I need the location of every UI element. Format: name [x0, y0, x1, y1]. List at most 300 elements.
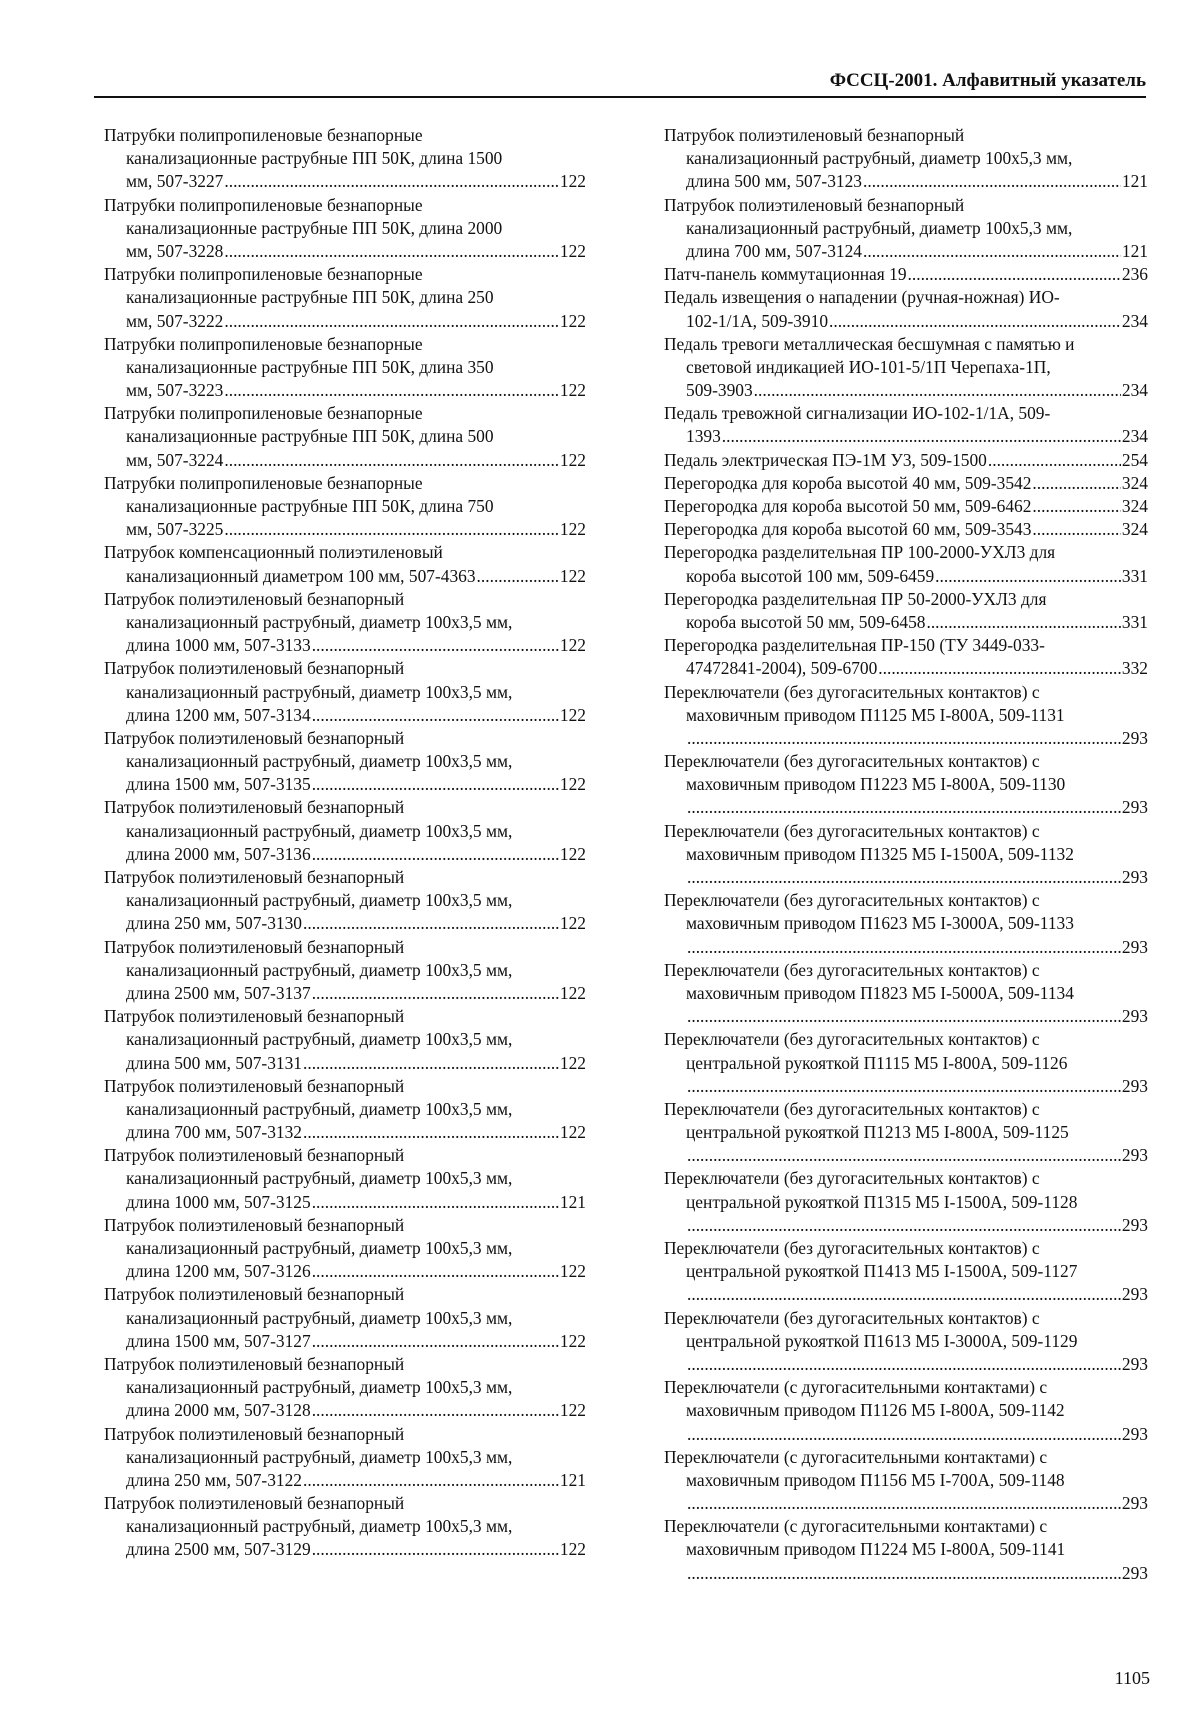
index-entry: [664, 1167, 1148, 1237]
index-entry: [104, 124, 586, 194]
index-entry: [664, 820, 1148, 890]
entry-page-number: 122: [559, 449, 586, 470]
entry-last-line: [104, 1538, 586, 1561]
dot-leader: [312, 1191, 559, 1214]
entry-line: Патрубок полиэтиленовый безнапорный: [104, 1075, 405, 1096]
dot-leader: [687, 1144, 1121, 1167]
entry-page-number: 293: [1121, 1006, 1148, 1027]
index-entry: [664, 518, 1148, 541]
entry-line: маховичным приводом П1623 М5 I-3000А, 509-1133: [686, 913, 1074, 934]
entry-page-number: 293: [1121, 1145, 1148, 1166]
entry-text: длина 2000 мм, 507-3136: [126, 843, 311, 864]
index-entry: [664, 889, 1148, 959]
entry-text: 509-3903: [686, 380, 753, 401]
running-header: [94, 64, 1146, 98]
entry-page-number: 234: [1121, 426, 1148, 447]
dot-leader: [829, 310, 1121, 333]
index-entry: [104, 402, 586, 472]
entry-line: Переключатели (без дугогасительных контактов) с: [664, 751, 1040, 772]
entry-line: Патрубок компенсационный полиэтиленовый: [104, 542, 443, 563]
entry-text: длина 1200 мм, 507-3126: [126, 1261, 311, 1282]
entry-last-line: [664, 727, 1148, 750]
index-entry: [104, 1283, 586, 1353]
entry-line: Патрубок полиэтиленовый безнапорный: [104, 1284, 405, 1305]
entry-page-number: 122: [559, 1052, 586, 1073]
index-entry: [104, 1144, 586, 1214]
dot-leader: [477, 565, 559, 588]
index-entry: [664, 750, 1148, 820]
entry-page-number: 122: [559, 704, 586, 725]
entry-line: канализационный раструбный, диаметр 100х3,5 мм,: [126, 820, 513, 841]
entry-line: центральной рукояткой П1115 М5 I-800А, 509-1126: [686, 1052, 1068, 1073]
entry-text: мм, 507-3227: [126, 171, 224, 192]
entry-page-number: 332: [1121, 658, 1148, 679]
entry-line: Переключатели (без дугогасительных контактов) с: [664, 1168, 1040, 1189]
entry-last-line: [664, 1492, 1148, 1515]
entry-text: длина 250 мм, 507-3130: [126, 913, 303, 934]
entry-line: Патрубки полипропиленовые безнапорные: [104, 333, 423, 354]
entry-page-number: 324: [1121, 472, 1148, 493]
entry-last-line: [664, 1283, 1148, 1306]
entry-text: длина 2000 мм, 507-3128: [126, 1400, 311, 1421]
index-entry: [104, 866, 586, 936]
entry-line: Патрубок полиэтиленовый безнапорный: [664, 125, 965, 145]
dot-leader: [224, 449, 559, 472]
entry-page-number: 331: [1121, 565, 1148, 586]
dot-leader: [1032, 472, 1120, 495]
entry-page-number: 122: [559, 1122, 586, 1143]
entry-page-number: 122: [559, 519, 586, 540]
entry-line: Переключатели (без дугогасительных контактов) с: [664, 820, 1040, 841]
entry-line: канализационный раструбный, диаметр 100х3,5 мм,: [126, 1029, 513, 1050]
entry-line: маховичным приводом П1325 М5 I-1500А, 509-1132: [686, 843, 1074, 864]
entry-line: канализационный раструбный, диаметр 100х3,5 мм,: [126, 751, 513, 772]
entry-line: Патрубки полипропиленовые безнапорные: [104, 264, 423, 285]
dot-leader: [863, 240, 1121, 263]
index-entry: [664, 541, 1148, 587]
entry-last-line: [104, 1052, 586, 1075]
entry-page-number: 293: [1121, 1214, 1148, 1235]
index-entry: [664, 1515, 1148, 1585]
entry-last-line: [104, 912, 586, 935]
entry-text: мм, 507-3225: [126, 519, 224, 540]
entry-last-line: [664, 1562, 1148, 1585]
entry-line: Патрубок полиэтиленовый безнапорный: [104, 658, 405, 679]
entry-line: Переключатели (без дугогасительных контактов) с: [664, 1238, 1040, 1258]
entry-line: Патрубок полиэтиленовый безнапорный: [104, 936, 405, 957]
entry-page-number: 293: [1121, 867, 1148, 887]
entry-line: Патрубок полиэтиленовый безнапорный: [104, 1006, 405, 1027]
entry-last-line: [664, 1423, 1148, 1446]
entry-page-number: 293: [1121, 727, 1148, 748]
entry-line: Перегородка разделительная ПР-150 (ТУ 3449-033-: [664, 635, 1045, 656]
index-entry: [664, 634, 1148, 680]
entry-page-number: 121: [1121, 240, 1148, 261]
index-entry: [104, 657, 586, 727]
dot-leader: [312, 634, 559, 657]
index-entry: [104, 333, 586, 403]
entry-page-number: 293: [1121, 1562, 1148, 1583]
entry-line: Перегородка разделительная ПР 100-2000-УХЛ3 для: [664, 542, 1056, 563]
entry-line: Патрубок полиэтиленовый безнапорный: [104, 1423, 405, 1444]
entry-line: Переключатели (с дугогасительными контактами) с: [664, 1377, 1048, 1398]
dot-leader: [312, 1399, 559, 1422]
entry-text: короба высотой 100 мм, 509-6459: [686, 565, 935, 586]
index-entry: [664, 263, 1148, 286]
entry-page-number: 122: [559, 171, 586, 192]
entry-last-line: [104, 240, 586, 263]
entry-page-number: 293: [1121, 1353, 1148, 1374]
entry-text: 1393: [686, 426, 721, 447]
entry-last-line: [104, 1191, 586, 1214]
dot-leader: [754, 379, 1121, 402]
dot-leader: [687, 1423, 1121, 1446]
entry-page-number: 122: [559, 635, 586, 656]
entry-last-line: [664, 1353, 1148, 1376]
entry-page-number: 122: [559, 843, 586, 864]
entry-line: Патрубок полиэтиленовый безнапорный: [104, 867, 405, 887]
entry-line: маховичным приводом П1224 М5 I-800А, 509-1141: [686, 1539, 1066, 1560]
entry-line: Переключатели (без дугогасительных контактов) с: [664, 959, 1040, 980]
dot-leader: [224, 170, 559, 193]
entry-page-number: 122: [559, 565, 586, 586]
index-entry: [104, 588, 586, 658]
entry-text: длина 1000 мм, 507-3125: [126, 1191, 311, 1212]
entry-line: Патрубки полипропиленовые безнапорные: [104, 125, 423, 145]
index-entry: [104, 541, 586, 587]
entry-line: канализационные раструбные ПП 50К, длина 500: [126, 426, 494, 447]
entry-line: Переключатели (без дугогасительных контактов) с: [664, 681, 1040, 702]
header-title: ФССЦ-2001. Алфавитный указатель: [829, 70, 1146, 91]
index-column-left: [104, 124, 586, 1562]
entry-page-number: 122: [559, 982, 586, 1003]
entry-line: канализационный раструбный, диаметр 100х5,3 мм,: [126, 1516, 513, 1537]
index-entry: [104, 936, 586, 1006]
entry-line: Переключатели (с дугогасительными контактами) с: [664, 1516, 1048, 1537]
dot-leader: [312, 1260, 559, 1283]
entry-last-line: [104, 773, 586, 796]
entry-page-number: 122: [559, 1330, 586, 1351]
dot-leader: [687, 866, 1121, 889]
entry-text: мм, 507-3223: [126, 380, 224, 401]
entry-page-number: 293: [1121, 1423, 1148, 1444]
index-column-right: [664, 124, 1148, 1585]
dot-leader: [935, 565, 1121, 588]
entry-page-number: 122: [559, 240, 586, 261]
entry-line: канализационный раструбный, диаметр 100х5,3 мм,: [126, 1168, 513, 1189]
index-entry: [664, 333, 1148, 403]
entry-last-line: [104, 310, 586, 333]
index-entry: [104, 1353, 586, 1423]
entry-line: канализационный раструбный, диаметр 100х5,3 мм,: [686, 217, 1073, 238]
entry-line: Переключатели (без дугогасительных контактов) с: [664, 1098, 1040, 1119]
entry-line: канализационные раструбные ПП 50К, длина 2000: [126, 217, 503, 238]
entry-text: мм, 507-3228: [126, 240, 224, 261]
entry-line: канализационный раструбный, диаметр 100х5,3 мм,: [126, 1307, 513, 1328]
entry-last-line: [664, 449, 1148, 472]
index-entry: [104, 727, 586, 797]
entry-last-line: [104, 1399, 586, 1422]
index-entry: [664, 472, 1148, 495]
dot-leader: [312, 1538, 559, 1561]
entry-line: Патрубок полиэтиленовый безнапорный: [104, 1493, 405, 1514]
entry-line: Патрубки полипропиленовые безнапорные: [104, 403, 423, 424]
entry-text: 47472841-2004), 509-6700: [686, 658, 878, 679]
entry-line: канализационные раструбные ПП 50К, длина 750: [126, 496, 494, 516]
entry-text: мм, 507-3224: [126, 449, 224, 470]
entry-page-number: 122: [559, 1261, 586, 1282]
dot-leader: [687, 1283, 1121, 1306]
entry-text: длина 1000 мм, 507-3133: [126, 635, 311, 656]
entry-last-line: [664, 425, 1148, 448]
entry-page-number: 293: [1121, 797, 1148, 818]
entry-line: канализационный раструбный, диаметр 100х5,3 мм,: [126, 1238, 513, 1258]
entry-page-number: 122: [559, 1539, 586, 1560]
dot-leader: [687, 1562, 1121, 1585]
entry-last-line: [104, 449, 586, 472]
dot-leader: [303, 1052, 559, 1075]
entry-line: Патрубок полиэтиленовый безнапорный: [104, 1145, 405, 1166]
dot-leader: [722, 425, 1121, 448]
entry-page-number: 122: [559, 774, 586, 795]
entry-last-line: [664, 240, 1148, 263]
entry-last-line: [104, 704, 586, 727]
entry-line: центральной рукояткой П1213 М5 I-800А, 509-1125: [686, 1122, 1069, 1143]
dot-leader: [687, 936, 1121, 959]
entry-page-number: 122: [559, 380, 586, 401]
entry-last-line: [664, 565, 1148, 588]
entry-last-line: [104, 982, 586, 1005]
dot-leader: [863, 170, 1121, 193]
entry-line: канализационные раструбные ПП 50К, длина 350: [126, 356, 494, 377]
index-entry: [664, 1307, 1148, 1377]
entry-line: Переключатели (без дугогасительных контактов) с: [664, 1307, 1040, 1328]
index-entry: [664, 1237, 1148, 1307]
index-entry: [664, 681, 1148, 751]
entry-line: маховичным приводом П1126 М5 I-800А, 509-1142: [686, 1400, 1065, 1421]
dot-leader: [312, 704, 559, 727]
index-entry: [104, 1423, 586, 1493]
page-number: 1105: [1114, 1668, 1150, 1688]
entry-last-line: [104, 565, 586, 588]
entry-line: Педаль тревожной сигнализации ИО-102-1/1А, 509-: [664, 403, 1051, 424]
entry-line: маховичным приводом П1223 М5 I-800А, 509-1130: [686, 774, 1066, 795]
entry-text: 102-1/1А, 509-3910: [686, 310, 829, 331]
dot-leader: [687, 1075, 1121, 1098]
entry-page-number: 121: [1121, 171, 1148, 192]
index-entry: [664, 194, 1148, 264]
entry-text: Перегородка для короба высотой 60 мм, 509-3543: [664, 519, 1032, 540]
entry-last-line: [664, 1075, 1148, 1098]
entry-last-line: [664, 495, 1148, 518]
index-entry: [664, 1098, 1148, 1168]
dot-leader: [988, 449, 1121, 472]
index-entry: [664, 959, 1148, 1029]
entry-text: длина 250 мм, 507-3122: [126, 1469, 303, 1490]
entry-last-line: [664, 472, 1148, 495]
index-entry: [104, 1075, 586, 1145]
index-entry: [664, 1446, 1148, 1516]
entry-last-line: [664, 1144, 1148, 1167]
entry-text: длина 500 мм, 507-3131: [126, 1052, 303, 1073]
entry-line: канализационный раструбный, диаметр 100х3,5 мм,: [126, 681, 513, 702]
dot-leader: [687, 796, 1121, 819]
dot-leader: [687, 727, 1121, 750]
entry-last-line: [664, 263, 1148, 286]
entry-page-number: 324: [1121, 519, 1148, 540]
index-entry: [664, 495, 1148, 518]
entry-line: Переключатели (без дугогасительных контактов) с: [664, 1029, 1040, 1050]
entry-line: Педаль извещения о нападении (ручная-ножная) ИО-: [664, 287, 1060, 308]
entry-text: длина 2500 мм, 507-3129: [126, 1539, 311, 1560]
entry-line: канализационный раструбный, диаметр 100х5,3 мм,: [686, 148, 1073, 169]
entry-page-number: 122: [559, 913, 586, 934]
entry-last-line: [664, 170, 1148, 193]
entry-last-line: [664, 936, 1148, 959]
entry-page-number: 121: [559, 1469, 586, 1490]
entry-text: Перегородка для короба высотой 50 мм, 509-6462: [664, 496, 1032, 516]
entry-text: длина 1500 мм, 507-3127: [126, 1330, 311, 1351]
index-entry: [664, 1028, 1148, 1098]
entry-text: длина 700 мм, 507-3132: [126, 1122, 303, 1143]
entry-line: канализационный раструбный, диаметр 100х3,5 мм,: [126, 890, 513, 911]
index-entry: [664, 402, 1148, 448]
entry-text: длина 2500 мм, 507-3137: [126, 982, 311, 1003]
dot-leader: [224, 518, 559, 541]
entry-page-number: 121: [559, 1191, 586, 1212]
dot-leader: [1032, 495, 1120, 518]
entry-line: канализационный раструбный, диаметр 100х5,3 мм,: [126, 1377, 513, 1398]
entry-text: канализационный диаметром 100 мм, 507-4363: [126, 565, 476, 586]
entry-line: Патрубок полиэтиленовый безнапорный: [664, 194, 965, 215]
entry-text: длина 700 мм, 507-3124: [686, 240, 863, 261]
entry-line: центральной рукояткой П1613 М5 I-3000А, 509-1129: [686, 1330, 1078, 1351]
entry-line: Патрубок полиэтиленовый безнапорный: [104, 588, 405, 609]
entry-last-line: [664, 379, 1148, 402]
index-entry: [104, 1214, 586, 1284]
dot-leader: [687, 1214, 1121, 1237]
dot-leader: [1032, 518, 1120, 541]
entry-line: канализационные раструбные ПП 50К, длина 250: [126, 287, 494, 308]
dot-leader: [926, 611, 1120, 634]
entry-last-line: [104, 518, 586, 541]
entry-last-line: [104, 379, 586, 402]
entry-page-number: 122: [559, 1400, 586, 1421]
dot-leader: [303, 1121, 559, 1144]
index-entry: [104, 1005, 586, 1075]
entry-last-line: [664, 310, 1148, 333]
dot-leader: [303, 912, 559, 935]
index-entry: [104, 1492, 586, 1562]
dot-leader: [878, 657, 1121, 680]
entry-last-line: [104, 843, 586, 866]
entry-line: Патрубок полиэтиленовый безнапорный: [104, 1353, 405, 1374]
index-entry: [104, 472, 586, 542]
dot-leader: [224, 240, 559, 263]
entry-page-number: 234: [1121, 380, 1148, 401]
entry-last-line: [664, 611, 1148, 634]
entry-line: Переключатели (без дугогасительных контактов) с: [664, 890, 1040, 911]
entry-page-number: 331: [1121, 611, 1148, 632]
index-entry: [664, 124, 1148, 194]
index-entry: [104, 796, 586, 866]
dot-leader: [312, 773, 559, 796]
entry-page-number: 293: [1121, 936, 1148, 957]
entry-line: центральной рукояткой П1315 М5 I-1500А, 509-1128: [686, 1191, 1078, 1212]
entry-last-line: [104, 1330, 586, 1353]
dot-leader: [312, 843, 559, 866]
entry-last-line: [664, 1005, 1148, 1028]
entry-line: маховичным приводом П1823 М5 I-5000А, 509-1134: [686, 982, 1074, 1003]
entry-text: Перегородка для короба высотой 40 мм, 509-3542: [664, 472, 1032, 493]
entry-line: центральной рукояткой П1413 М5 I-1500А, 509-1127: [686, 1261, 1078, 1282]
entry-text: Патч-панель коммутационная 19: [664, 264, 907, 285]
entry-line: Патрубок полиэтиленовый безнапорный: [104, 1214, 405, 1235]
dot-leader: [224, 379, 559, 402]
entry-page-number: 293: [1121, 1284, 1148, 1305]
entry-line: канализационный раструбный, диаметр 100х3,5 мм,: [126, 1098, 513, 1119]
entry-page-number: 236: [1121, 264, 1148, 285]
dot-leader: [303, 1469, 559, 1492]
entry-last-line: [104, 634, 586, 657]
entry-line: Переключатели (с дугогасительными контактами) с: [664, 1446, 1048, 1467]
index-entry: [664, 588, 1148, 634]
entry-text: Педаль электрическая ПЭ-1М У3, 509-1500: [664, 449, 987, 470]
index-entry: [104, 194, 586, 264]
entry-last-line: [104, 1469, 586, 1492]
entry-line: Патрубки полипропиленовые безнапорные: [104, 194, 423, 215]
entry-page-number: 324: [1121, 496, 1148, 516]
entry-line: маховичным приводом П1125 М5 I-800А, 509-1131: [686, 704, 1065, 725]
entry-line: Патрубки полипропиленовые безнапорные: [104, 472, 423, 493]
entry-last-line: [664, 796, 1148, 819]
entry-line: Перегородка разделительная ПР 50-2000-УХЛ3 для: [664, 588, 1047, 609]
dot-leader: [687, 1353, 1121, 1376]
entry-line: Патрубок полиэтиленовый безнапорный: [104, 797, 405, 818]
entry-page-number: 234: [1121, 310, 1148, 331]
entry-last-line: [664, 1214, 1148, 1237]
entry-line: канализационные раструбные ПП 50К, длина 1500: [126, 148, 503, 169]
entry-text: мм, 507-3222: [126, 310, 224, 331]
dot-leader: [312, 982, 559, 1005]
entry-page-number: 293: [1121, 1075, 1148, 1096]
entry-page-number: 254: [1121, 449, 1148, 470]
entry-text: длина 500 мм, 507-3123: [686, 171, 863, 192]
dot-leader: [687, 1492, 1121, 1515]
entry-last-line: [104, 1121, 586, 1144]
entry-page-number: 293: [1121, 1493, 1148, 1514]
dot-leader: [312, 1330, 559, 1353]
entry-text: длина 1200 мм, 507-3134: [126, 704, 311, 725]
dot-leader: [224, 310, 559, 333]
entry-line: Педаль тревоги металлическая бесшумная с памятью и: [664, 333, 1075, 354]
index-entry: [664, 449, 1148, 472]
dot-leader: [908, 263, 1121, 286]
entry-line: канализационный раструбный, диаметр 100х3,5 мм,: [126, 611, 513, 632]
entry-line: канализационный раструбный, диаметр 100х5,3 мм,: [126, 1446, 513, 1467]
entry-last-line: [104, 170, 586, 193]
entry-last-line: [664, 866, 1148, 889]
index-entry: [664, 1376, 1148, 1446]
entry-line: Патрубок полиэтиленовый безнапорный: [104, 727, 405, 748]
entry-text: длина 1500 мм, 507-3135: [126, 774, 311, 795]
entry-last-line: [664, 518, 1148, 541]
dot-leader: [687, 1005, 1121, 1028]
entry-line: световой индикацией ИО-101-5/1П Черепаха-1П,: [686, 356, 1051, 377]
entry-line: канализационный раструбный, диаметр 100х3,5 мм,: [126, 959, 513, 980]
entry-page-number: 122: [559, 310, 586, 331]
entry-last-line: [104, 1260, 586, 1283]
